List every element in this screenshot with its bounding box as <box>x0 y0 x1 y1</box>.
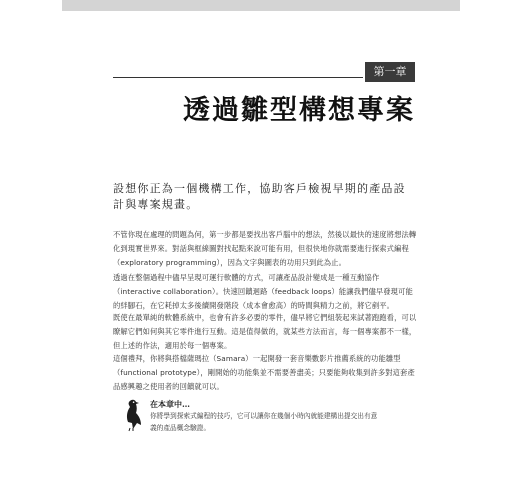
body-paragraph-4: 這個禮拜，你將與搭檔薩瑪拉（Samara）一起開發一套音樂數影片推薦系統的功能雛型（functional prototype），剛開始的功能集並不需要善盡美；只要能夠收集到許多對這套產品感興趣之使用者的回饋就可以。 <box>113 354 415 391</box>
chapter-header <box>113 60 415 82</box>
raven-icon <box>120 398 146 432</box>
body-paragraph-2: 透過在整個過程中儘早呈現可運行軟體的方式，可讓產品設計變成是一種互動協作（interactive collaboration）。快速回饋迴路（feedback loops）能讓我們儘早發現可能的絆腳石，在它耗掉太多後續開發階段（成本會愈高）的時間與精力之前，將它剷平。 <box>113 273 413 310</box>
chapter-label: 第一章 <box>365 62 415 82</box>
callout-text: 你將學到探索式編程的技巧，它可以讓你在幾個小時內就能建構出提交出有意義的產品概念驗證。 <box>150 412 378 432</box>
body-paragraph-1: 不管你現在處理的問題為何，第一步都是要找出客戶腦中的想法，然後以最快的速度將想法轉化到現實世界來。對話與框線圖對找起點來說可能有用，但很快地你就需要進行探索式編程（exploratory programming），因為文字與圖表的功用只到此為止。 <box>113 230 417 267</box>
body-paragraph-3: 既使在最單純的軟體系統中，也會有許多必要的零件，儘早將它們組裝起來試著跑跑看，可以瞭解它們如何與其它零件進行互動。這是值得做的，就某些方法而言，每一個專案都不一樣，但上述的作法，適用於每一個專案。 <box>113 313 417 350</box>
top-edge-bar <box>62 0 460 11</box>
callout-title: 在本章中… <box>150 399 190 409</box>
chapter-title: 透過雛型構想專案 <box>183 95 415 126</box>
chapter-rule <box>113 77 363 78</box>
chapter-callout <box>120 398 420 440</box>
lead-paragraph: 設想你正為一個機構工作，協助客戶檢視早期的產品設計與專案規畫。 <box>113 182 406 211</box>
